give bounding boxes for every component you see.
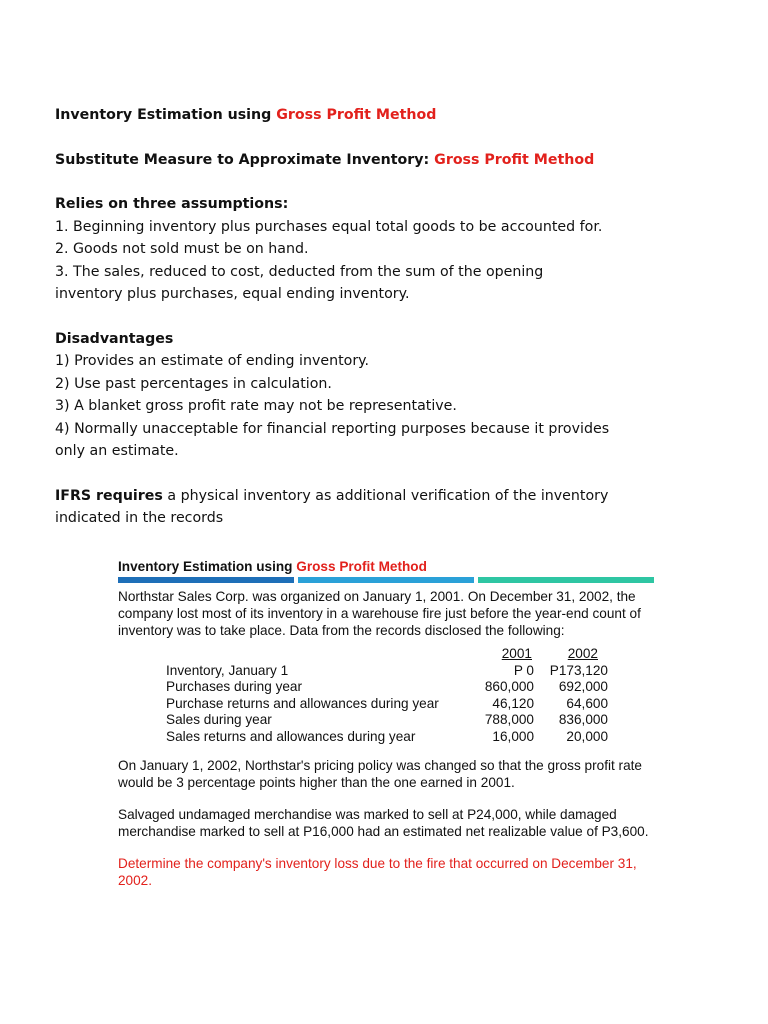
slide-image — [118, 558, 658, 889]
document-title — [55, 104, 615, 127]
disadvantage-item: 1) Provides an estimate of ending inventory. — [55, 353, 370, 369]
assumptions-heading: Relies on three assumptions: — [55, 196, 289, 212]
pricing-policy-text: On January 1, 2002, Northstar's pricing policy was changed so that the gross profit rate would be 3 percentage points higher than the one earned in 2001. — [118, 757, 642, 790]
title-highlight: Gross Profit Method — [276, 107, 437, 123]
table-row — [166, 679, 608, 696]
slide-title-prefix: Inventory Estimation using — [118, 559, 297, 574]
column-header-2001: 2001 — [501, 646, 532, 661]
disadvantage-item: 2) Use past percentages in calculation. — [55, 375, 332, 392]
column-header-2002: 2002 — [567, 646, 598, 661]
row-label: Sales during year — [166, 712, 272, 728]
disadvantage-item: 4) Normally unacceptable for financial reporting purposes because it provides only an estimate. — [55, 420, 610, 459]
assumption-item: 3. The sales, reduced to cost, deducted from the sum of the opening inventory plus purchases, equal ending inventory. — [55, 263, 544, 302]
title-prefix: Inventory Estimation using — [55, 107, 277, 123]
salvaged-merchandise-text: Salvaged undamaged merchandise was marked to sell at P24,000, while damaged merchandise marked to sell at P16,000 had an estimated net realizable value of P3,600. — [118, 806, 649, 839]
value-2002: 20,000 — [566, 728, 608, 744]
value-2001: 788,000 — [484, 712, 534, 728]
table-row — [166, 663, 608, 680]
value-2001: P 0 — [513, 662, 534, 678]
value-2002: 836,000 — [558, 712, 608, 728]
question-text: Determine the company's inventory loss due to the fire that occurred on December 31, 2002. — [118, 855, 637, 888]
table-row — [166, 712, 608, 729]
ifrs-text: a physical inventory as additional verification of the inventory indicated in the records — [55, 487, 609, 526]
value-2001: 16,000 — [492, 728, 534, 744]
records-table — [166, 646, 608, 746]
assumption-item: 1. Beginning inventory plus purchases equal total goods to be accounted for. — [55, 218, 603, 235]
underline-bar-teal — [478, 577, 654, 583]
value-2002: 692,000 — [558, 679, 608, 695]
table-row — [166, 729, 608, 746]
row-label: Purchase returns and allowances during year — [166, 695, 439, 711]
slide-title — [118, 558, 658, 576]
row-label: Purchases during year — [166, 679, 303, 695]
row-label: Sales returns and allowances during year — [166, 728, 416, 744]
disadvantage-item: 3) A blanket gross profit rate may not be representative. — [55, 398, 457, 414]
slide-intro: Northstar Sales Corp. was organized on January 1, 2001. On December 31, 2002, the company lost most of its inventory in a warehouse fire just before the year-end count of inventory was to take place. Data from the records disclosed the following: — [118, 589, 641, 638]
substitute-prefix: Substitute Measure to Approximate Inventory: — [55, 151, 435, 168]
row-label: Inventory, January 1 — [166, 662, 289, 678]
underline-bar-light-blue — [298, 577, 474, 583]
ifrs-paragraph — [55, 485, 615, 530]
disadvantages-heading: Disadvantages — [55, 330, 174, 347]
slide-title-underline — [118, 577, 658, 583]
table-header-row — [166, 646, 608, 663]
value-2001: 46,120 — [492, 695, 534, 711]
underline-bar-dark-blue — [118, 577, 294, 583]
value-2001: 860,000 — [484, 679, 534, 695]
value-2002: P173,120 — [549, 662, 608, 678]
table-row — [166, 696, 608, 713]
document-body — [55, 104, 615, 530]
substitute-heading — [55, 149, 615, 172]
substitute-highlight: Gross Profit Method — [434, 151, 595, 168]
slide-title-highlight: Gross Profit Method — [296, 559, 427, 574]
assumption-item: 2. Goods not sold must be on hand. — [55, 241, 309, 257]
ifrs-bold: IFRS requires — [55, 487, 163, 504]
value-2002: 64,600 — [566, 695, 608, 711]
